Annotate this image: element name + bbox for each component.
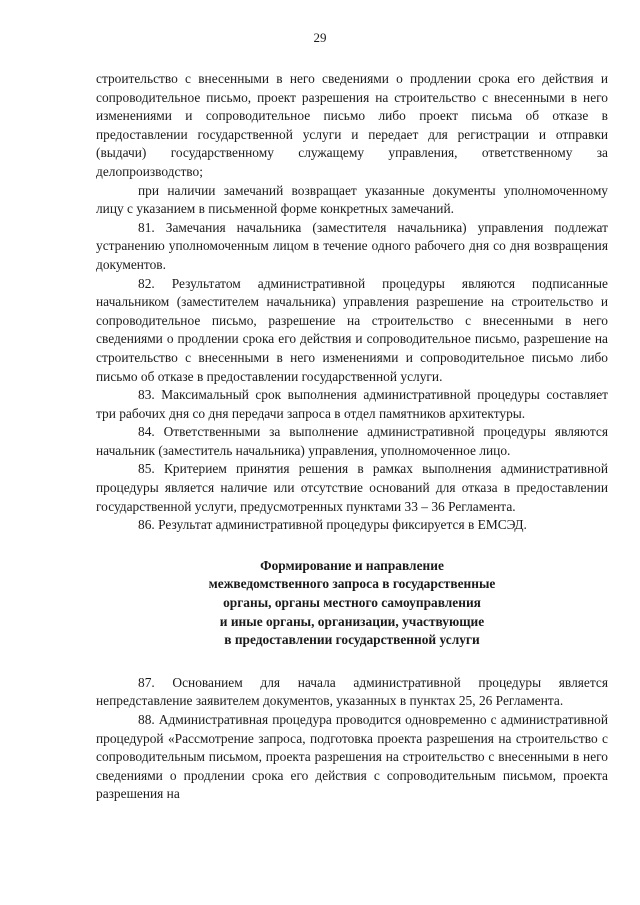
paragraph: 84. Ответственными за выполнение административной процедуры являются начальник (заместитель начальника) управления, уполномоченное лицо. (96, 424, 608, 458)
paragraph: при наличии замечаний возвращает указанные документы уполномоченному лицу с указанием в письменной форме конкретных замечаний. (96, 182, 608, 217)
paragraph: 86. Результат административной процедуры фиксируется в ЕМСЭД. (138, 517, 527, 533)
page-number: 29 (313, 30, 327, 45)
heading-line: органы, органы местного самоуправления (223, 595, 481, 611)
heading-line: межведомственного запроса в государственные (208, 576, 496, 592)
heading-line: Формирование и направление (260, 557, 444, 573)
top-paragraphs (96, 70, 608, 535)
paragraph: 85. Критерием принятия решения в рамках выполнения административной процедуры является наличие или отсутствие оснований для отказа в предоставлении государственной услуги, предусмотренных пунктами 33 – 36 Регламента. (96, 461, 608, 514)
document-body (96, 70, 608, 804)
section-heading (96, 557, 608, 650)
paragraph: 87. Основанием для начала административной процедуры является непредставление заявителем документов, указанных в пунктах 25, 26 Регламента. (96, 674, 608, 709)
paragraph: 81. Замечания начальника (заместителя начальника) управления подлежат устранению уполномоченным лицом в течение одного рабочего дня со дня возвращения документов. (96, 219, 608, 272)
paragraph: 82. Результатом административной процедуры являются подписанные начальником (заместителем начальника) управления разрешение на строительство и сопроводительное письмо, разрешение на строительство с внесенными в него сведениями о продлении срока его действия и сопроводительное письмо, разрешение на строительство с внесенными в него изменениями и сопроводительное письмо либо письмо об отказе в предоставлении государственной услуги. (96, 275, 608, 384)
heading-line: в предоставлении государственной услуги (224, 632, 480, 648)
heading-line: и иные органы, организации, участвующие (219, 613, 485, 629)
paragraph: 83. Максимальный срок выполнения административной процедуры составляет три рабочих дня со дня передачи запроса в отдел памятников архитектуры. (96, 387, 608, 421)
bottom-paragraphs (96, 674, 608, 804)
paragraph: строительство с внесенными в него сведениями о продлении срока его действия и сопроводительное письмо, проект разрешения на строительство с внесенными в него изменениями и сопроводительное письмо либо проект письма об отказе в предоставлении государственной услуги и передает для регистрации и отправки (выдачи) государственному служащему управления, ответственному за делопроизводство; (96, 71, 608, 179)
paragraph: 88. Административная процедура проводится одновременно с административной процедурой «Рассмотрение запроса, подготовка проекта разрешения на строительство с сопроводительным письмом, проекта разрешения на строительство с внесенными в него сведениями о продлении срока его действия с сопроводительным письмом, проекта разрешения на (96, 712, 608, 802)
